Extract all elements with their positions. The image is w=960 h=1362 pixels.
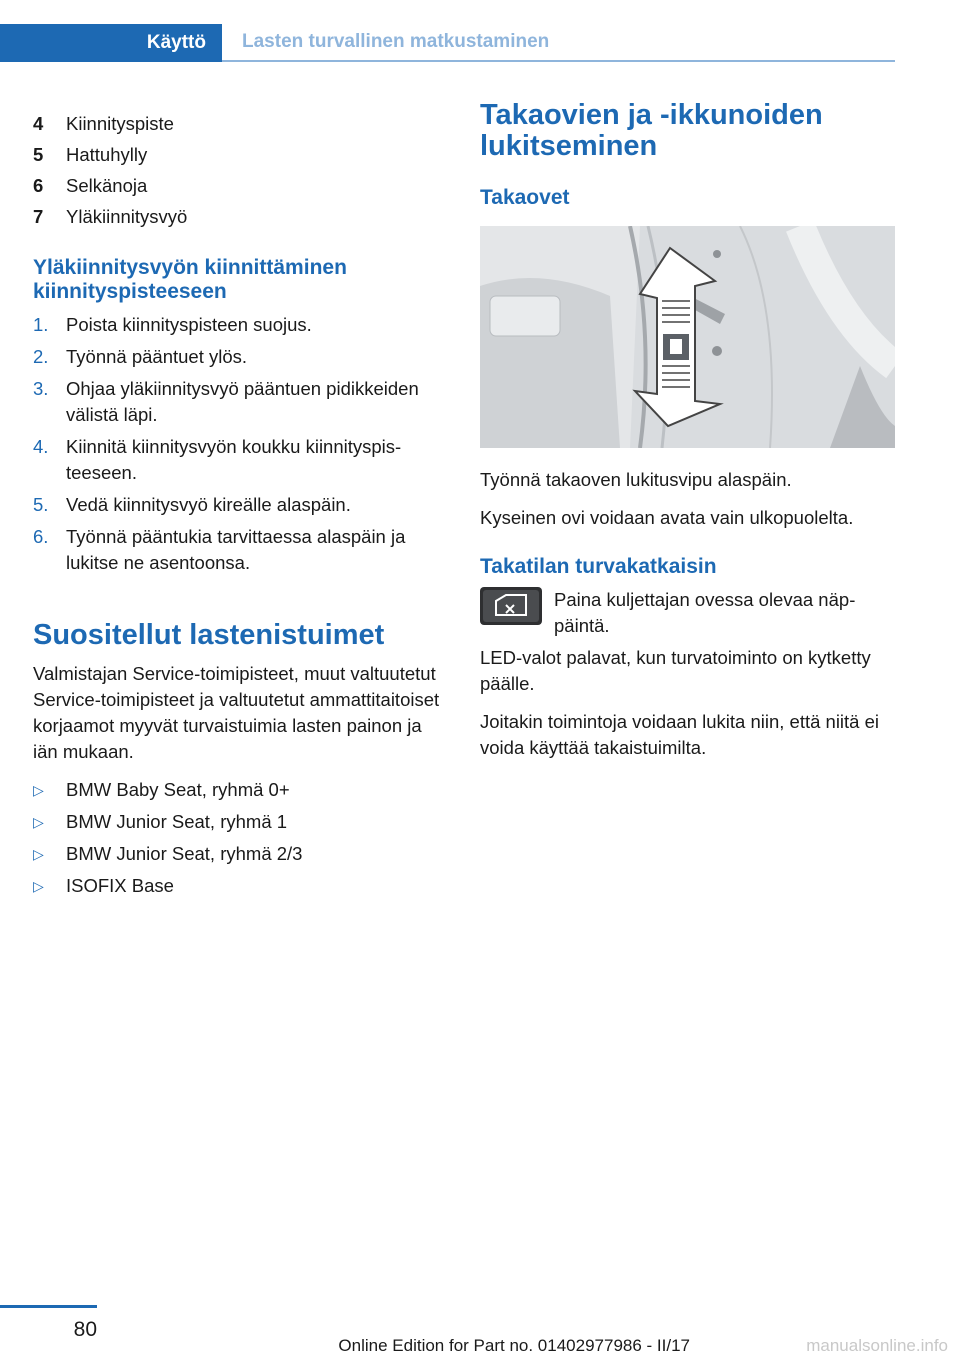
seats-intro: Valmistajan Service-toimipisteet, muut valtuutetut Service-toimipisteet ja valtuutetut ammattitaitoiset korjaamot myyvät turvaistuimia lasten painon ja iän mukaan. <box>33 663 440 762</box>
step-item: 5. Vedä kiinnitysvyö kireälle alaspäin. <box>33 494 351 515</box>
safety-switch-instruction: Paina kuljettajan ovessa olevaa näppäintä. <box>554 589 856 636</box>
step-item: 2. Työnnä pääntuet ylös. <box>33 346 248 367</box>
seats-list <box>33 777 448 899</box>
left-column <box>33 108 448 905</box>
chapter-title: Lasten turvallinen matkustaminen <box>222 24 895 62</box>
locks-heading: Takaovien ja -ikkunoiden lukitseminen <box>480 99 823 162</box>
seats-heading: Suositellut lastenistuimet <box>33 619 385 651</box>
triangle-bullet-icon: ▷ <box>33 782 44 798</box>
rear-doors-heading: Takaovet <box>480 186 570 209</box>
attach-heading: Yläkiinnitysvyön kiinnittäminen kiinnityspisteeseen <box>33 256 347 303</box>
step-item: 1. Poista kiinnityspisteen suojus. <box>33 314 312 335</box>
page-header <box>0 24 895 62</box>
list-item: 6 Selkänoja <box>33 175 148 196</box>
list-item: ▷ BMW Baby Seat, ryhmä 0+ <box>33 777 448 803</box>
page-number: 80 <box>73 1318 97 1341</box>
safety-switch-heading: Takatilan turvakatkaisin <box>480 555 717 578</box>
section-tab: Käyttö <box>0 24 222 62</box>
footer-rule <box>0 1305 97 1308</box>
door-lock-illustration <box>480 226 895 448</box>
triangle-bullet-icon: ▷ <box>33 878 44 894</box>
step-item: 3. Ohjaa yläkiinnitysvyö pääntuen pidikkeiden välistä läpi. <box>33 378 419 425</box>
safety-switch-text-2: Joitakin toimintoja voidaan lukita niin, että niitä ei voida käyttää takaistuimilta. <box>480 711 880 758</box>
safety-switch-text-1: LED-valot palavat, kun turvatoiminto on kytketty päälle. <box>480 647 871 694</box>
safety-switch-row <box>480 587 895 639</box>
right-column <box>480 100 895 773</box>
rear-doors-text-2: Kyseinen ovi voidaan avata vain ulkopuolelta. <box>480 507 854 528</box>
parts-list <box>33 108 448 232</box>
list-item: 7 Yläkiinnitysvyö <box>33 206 188 227</box>
triangle-bullet-icon: ▷ <box>33 846 44 862</box>
rear-doors-text-1: Työnnä takaoven lukitusvipu alaspäin. <box>480 469 792 490</box>
list-item: ▷ BMW Junior Seat, ryhmä 2/3 <box>33 841 448 867</box>
step-item: 4. Kiinnitä kiinnitysvyön koukku kiinnityspisteeseen. <box>33 436 402 483</box>
triangle-bullet-icon: ▷ <box>33 814 44 830</box>
list-item: ▷ ISOFIX Base <box>33 873 448 899</box>
attach-steps <box>33 312 448 576</box>
watermark: manualsonline.info <box>806 1336 948 1355</box>
window-lock-button-icon <box>480 587 542 625</box>
step-item: 6. Työnnä pääntukia tarvittaessa alaspäin ja lukitse ne asentoonsa. <box>33 526 406 573</box>
list-item: ▷ BMW Junior Seat, ryhmä 1 <box>33 809 448 835</box>
edition-text: Online Edition for Part no. 01402977986 - II/17 <box>338 1336 690 1355</box>
list-item: 4 Kiinnityspiste <box>33 113 174 134</box>
list-item: 5 Hattuhylly <box>33 144 148 165</box>
